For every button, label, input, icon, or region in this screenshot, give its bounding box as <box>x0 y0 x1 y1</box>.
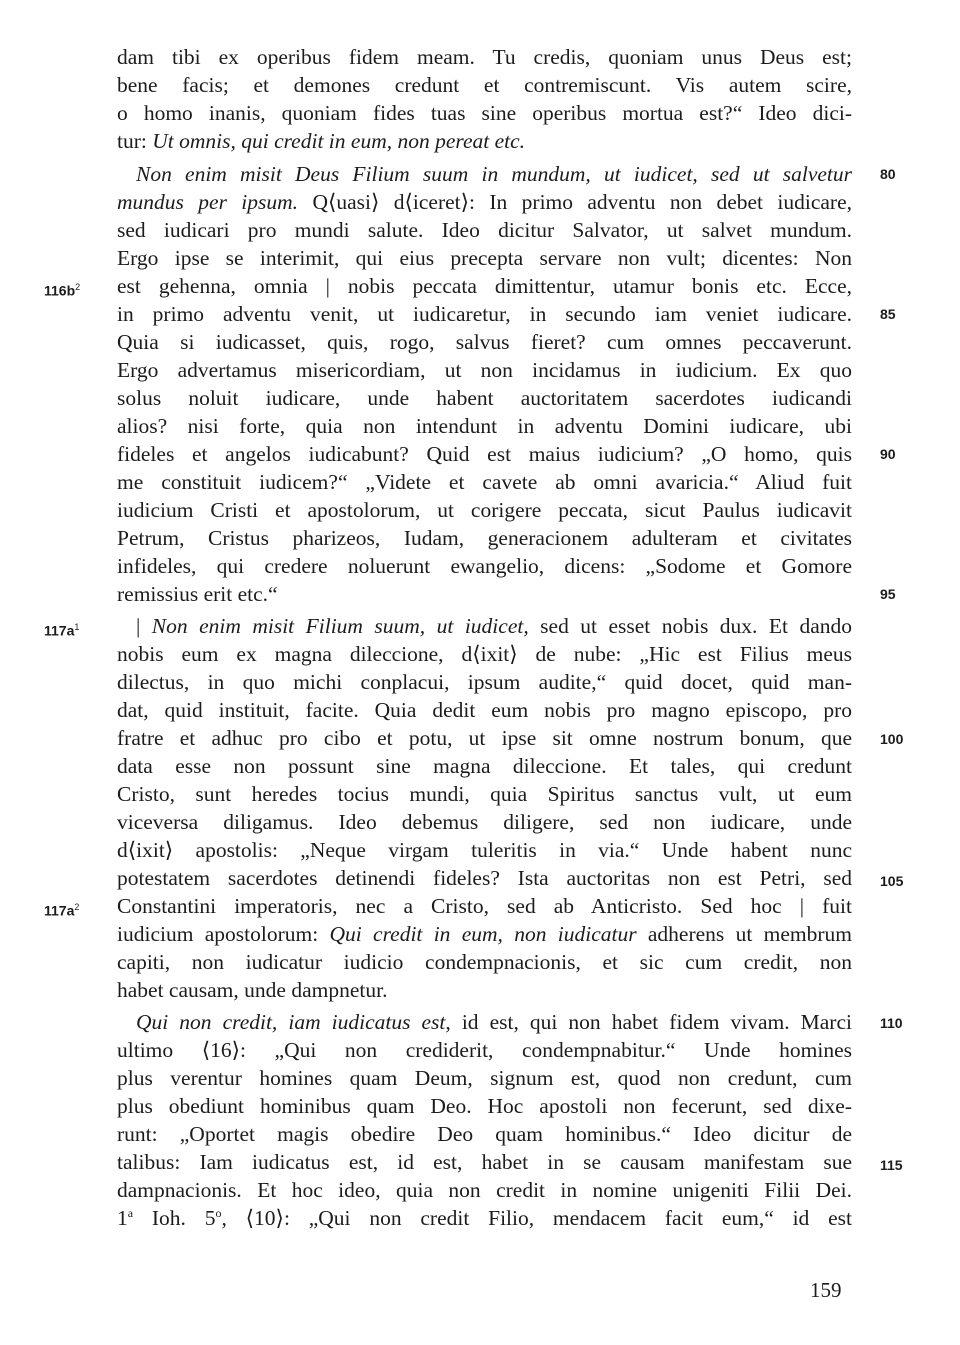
text-span: | <box>136 614 152 638</box>
folio-mark <box>44 619 79 639</box>
text-line: Cristo, sunt heredes tocius mundi, quia Spiritus sanctus vult, ut eum <box>117 782 852 806</box>
text-span: 1 <box>117 1206 128 1230</box>
text-span: tur: <box>117 129 153 153</box>
text-span: Q⟨uasi⟩ d⟨iceret⟩: In primo adventu non debet iudicare, <box>298 190 853 214</box>
line-number: 95 <box>880 586 896 602</box>
text-line: d⟨ixit⟩ apostolis: „Neque virgam tuleritis in via.“ Unde habent nunc <box>117 838 852 862</box>
text-line <box>117 127 852 155</box>
text-line: viceversa diligamus. Ideo debemus diligere, sed non iudicare, unde <box>117 810 852 834</box>
folio-sup: 2 <box>75 282 81 292</box>
text-line: alios? nisi forte, quia non intendunt in adventu Domini iudicare, ubi <box>117 414 852 438</box>
text-line: potestatem sacerdotes detinendi fideles? Ista auctoritas non est Petri, sed <box>117 866 852 890</box>
line-number: 100 <box>880 731 904 747</box>
quoted-lemma: Non enim misit Deus Filium suum in mundum, ut iudicet, sed ut salvetur <box>136 162 852 186</box>
superscript: a <box>127 1205 134 1220</box>
folio-label: 116b <box>44 282 76 299</box>
text-line: fideles et angelos iudicabunt? Quid est maius iudicium? „O homo, quis <box>117 442 852 466</box>
text-line: bene facis; et demones credunt et contremiscunt. Vis autem scire, <box>117 73 852 97</box>
text-line: nobis eum ex magna dileccione, d⟨ixit⟩ de nube: „Hic est Filius meus <box>117 642 852 666</box>
quoted-lemma: mundus per ipsum. <box>117 190 299 214</box>
line-number: 105 <box>880 873 904 889</box>
text-line <box>136 1008 852 1036</box>
text-line: Petrum, Cristus pharizeos, Iudam, generacionem adulteram et civitates <box>117 526 852 550</box>
quoted-lemma: Ut omnis, qui credit in eum, non pereat etc. <box>152 129 526 153</box>
text-line: talibus: Iam iudicatus est, id est, habet in se causam manifestam sue <box>117 1150 852 1174</box>
text-line: sed iudicari pro mundi salute. Ideo dicitur Salvator, ut salvet mundum. <box>117 218 852 242</box>
text-line: solus noluit iudicare, unde habent auctoritatem sacerdotes iudicandi <box>117 386 852 410</box>
text-line: me constituit iudicem?“ „Videte et cavete ab omni avaricia.“ Aliud fuit <box>117 470 852 494</box>
text-line <box>117 1204 852 1232</box>
text-span: id est, qui non habet fidem vivam. Marci <box>450 1010 852 1034</box>
text-line: dilectus, in quo michi conplacui, ipsum audite,“ quid docet, quid man- <box>117 670 852 694</box>
text-line <box>136 612 852 640</box>
text-line: ultimo ⟨16⟩: „Qui non crediderit, condempnabitur.“ Unde homines <box>117 1038 852 1062</box>
text-span: iudicium apostolorum: <box>117 922 330 946</box>
text-line: dat, quid instituit, facite. Quia dedit eum nobis pro magno episcopo, pro <box>117 698 852 722</box>
text-line: habet causam, unde dampnetur. <box>117 978 388 1002</box>
folio-label: 117a <box>44 622 75 639</box>
quoted-lemma: Qui non credit, iam iudicatus est, <box>136 1010 451 1034</box>
folio-sup: 1 <box>74 622 80 632</box>
folio-mark <box>44 899 79 919</box>
text-line: data esse non possunt sine magna dileccione. Et tales, qui credunt <box>117 754 852 778</box>
line-number: 115 <box>880 1157 903 1173</box>
text-line: Constantini imperatoris, nec a Cristo, sed ab Anticristo. Sed hoc | fuit <box>117 894 852 918</box>
text-line: fratre et adhuc pro cibo et potu, ut ipse sit omne nostrum bonum, que <box>117 726 852 750</box>
text-line: o homo inanis, quoniam fides tuas sine operibus mortua est?“ Ideo dici- <box>117 101 852 125</box>
text-line <box>117 920 852 948</box>
quoted-lemma: Non enim misit Filium suum, ut iudicet, <box>151 614 529 638</box>
text-span: , ⟨10⟩: „Qui non credit Filio, mendacem facit eum,“ id est <box>221 1206 852 1230</box>
text-line: Quia si iudicasset, quis, rogo, salvus fieret? cum omnes peccaverunt. <box>117 330 852 354</box>
text-line: capiti, non iudicatur iudicio condempnacionis, et sic cum credit, non <box>117 950 852 974</box>
text-line: runt: „Oportet magis obedire Deo quam hominibus.“ Ideo dicitur de <box>117 1122 852 1146</box>
folio-label: 117a <box>44 902 75 919</box>
text-span: sed ut esset nobis dux. Et dando <box>528 614 853 638</box>
text-line: plus obediunt hominibus quam Deo. Hoc apostoli non fecerunt, sed dixe- <box>117 1094 852 1118</box>
text-line: plus verentur homines quam Deum, signum est, quod non credunt, cum <box>117 1066 852 1090</box>
text-line: Ergo ipse se interimit, qui eius precepta servare non vult; dicentes: Non <box>117 246 852 270</box>
folio-sup: 2 <box>74 902 80 912</box>
text-line <box>117 188 852 216</box>
text-line: iudicium Cristi et apostolorum, ut corigere peccata, sicut Paulus iudicavit <box>117 498 852 522</box>
line-number: 90 <box>880 446 896 462</box>
text-span: adherens ut membrum <box>636 922 852 946</box>
text-line: Ergo advertamus misericordiam, ut non incidamus in iudicium. Ex quo <box>117 358 852 382</box>
text-line: dampnacionis. Et hoc ideo, quia non credit in nomine unigeniti Filii Dei. <box>117 1178 852 1202</box>
text-line: in primo adventu venit, ut iudicaretur, in secundo iam veniet iudicare. <box>117 302 852 326</box>
text-span: Ioh. 5 <box>133 1206 216 1230</box>
page-number: 159 <box>810 1278 842 1302</box>
line-number: 85 <box>880 306 896 322</box>
superscript: o <box>215 1205 222 1220</box>
text-line: est gehenna, omnia | nobis peccata dimittentur, utamur bonis etc. Ecce, <box>117 274 852 298</box>
text-line: dam tibi ex operibus fidem meam. Tu credis, quoniam unus Deus est; <box>117 45 852 69</box>
text-line <box>136 160 852 188</box>
folio-mark <box>44 279 80 299</box>
line-number: 80 <box>880 166 896 182</box>
quoted-lemma: Qui credit in eum, non iudicatur <box>329 922 637 946</box>
text-line: remissius erit etc.“ <box>117 582 278 606</box>
text-line: infideles, qui credere noluerunt ewangelio, dicens: „Sodome et Gomore <box>117 554 852 578</box>
line-number: 110 <box>880 1015 903 1031</box>
